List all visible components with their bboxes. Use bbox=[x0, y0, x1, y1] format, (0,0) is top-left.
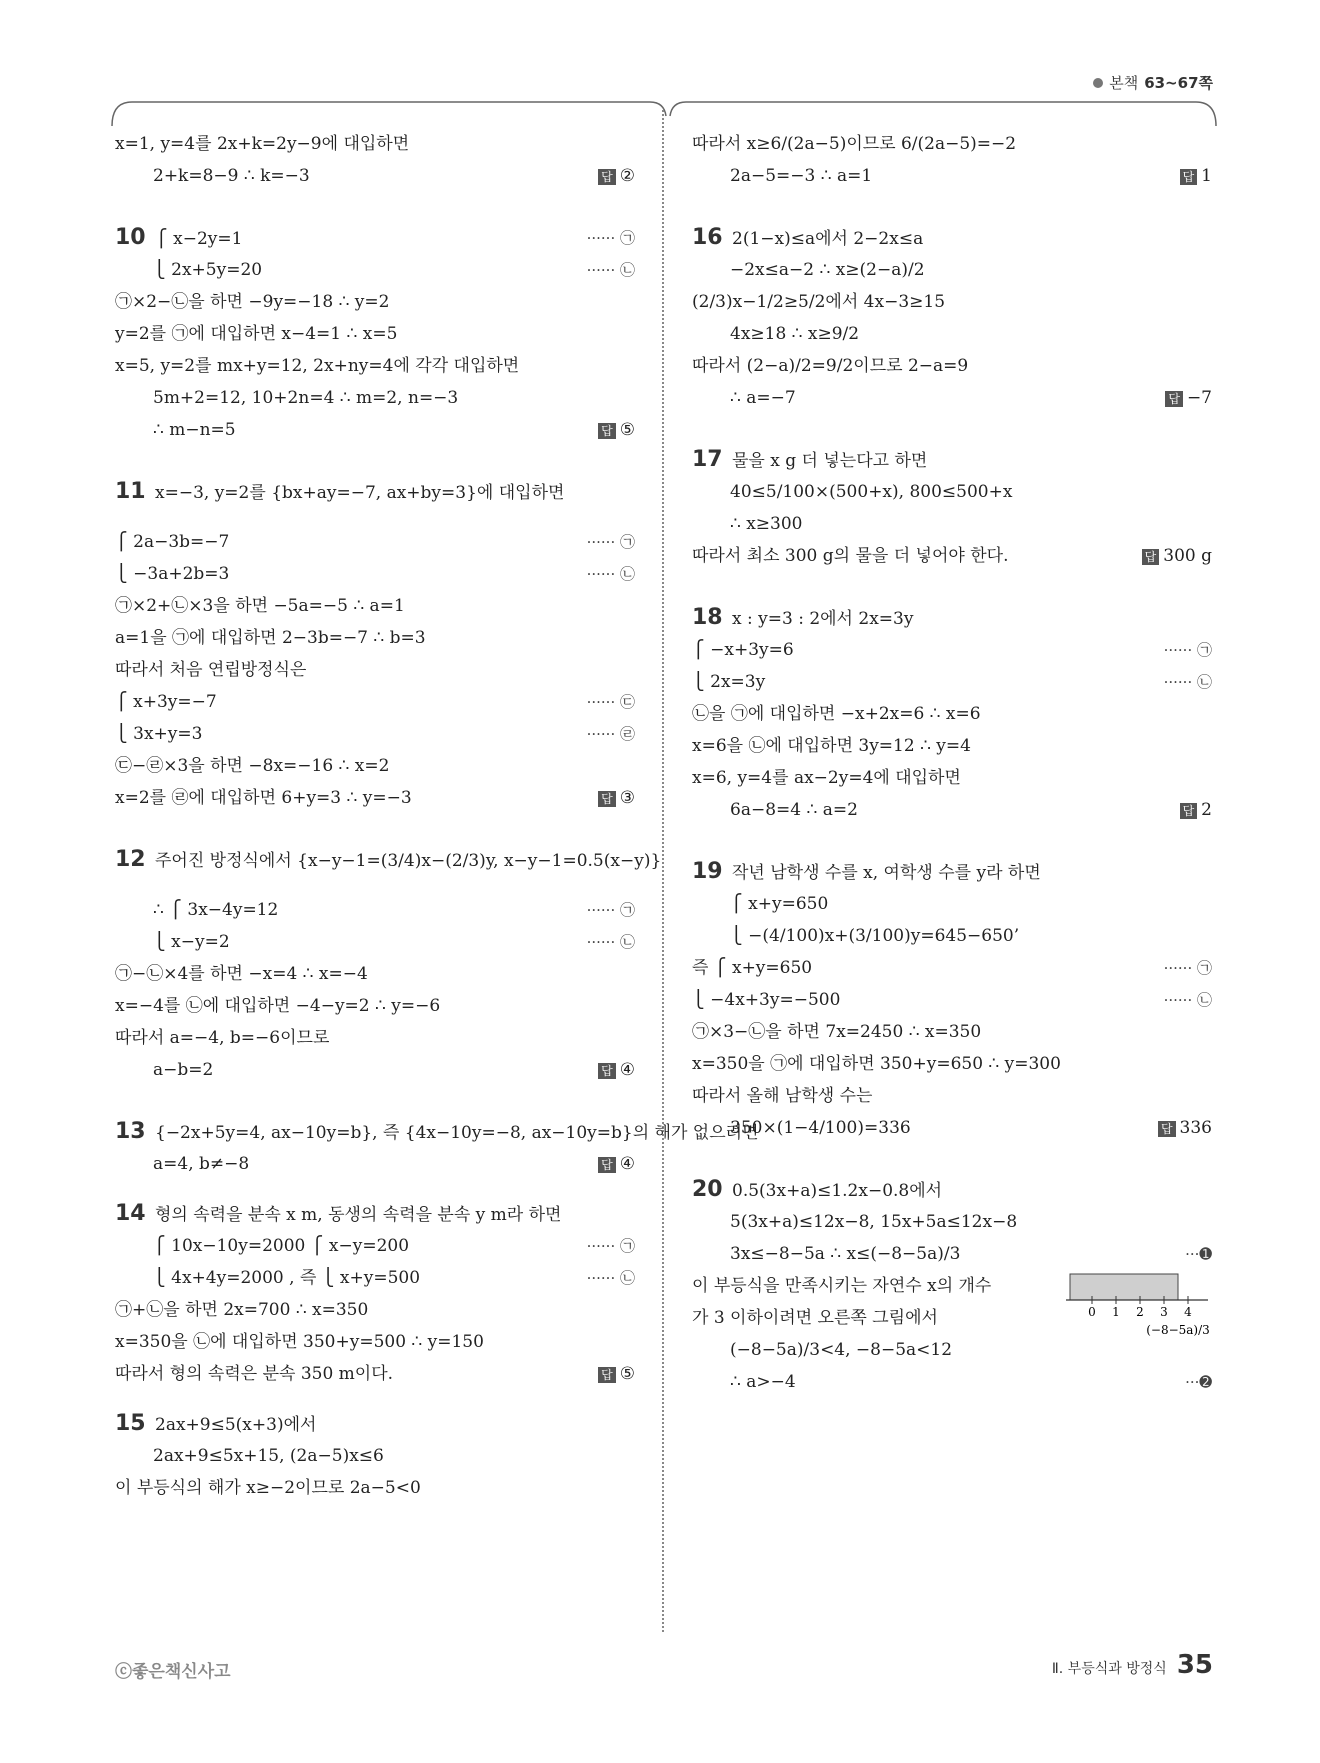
line-text: 즉 ⎧ x+y=650 bbox=[692, 958, 813, 978]
spacer bbox=[692, 572, 1212, 602]
line-text: (2/3)x−1/2≥5/2에서 4x−3≥15 bbox=[692, 292, 946, 312]
line-text: ∴ m−n=5 bbox=[153, 420, 236, 440]
line-text: x=1, y=4를 2x+k=2y−9에 대입하면 bbox=[115, 134, 410, 154]
solution-line bbox=[115, 1230, 635, 1262]
equation-marker: ······ ㉡ bbox=[586, 933, 635, 951]
line-text: 3x≤−8−5a ∴ x≤(−8−5a)/3 bbox=[730, 1244, 961, 1264]
answer-value: 336 bbox=[1179, 1118, 1212, 1138]
problem-number: 12 bbox=[115, 847, 146, 872]
answer bbox=[598, 160, 635, 192]
tick-label: 2 bbox=[1136, 1305, 1144, 1319]
equation-marker: ······ ㉡ bbox=[586, 1269, 635, 1287]
answer-value: 2 bbox=[1201, 800, 1212, 820]
answer-icon: 답 bbox=[1142, 549, 1160, 565]
solution-line bbox=[115, 1294, 635, 1326]
solution-line bbox=[692, 1206, 1212, 1238]
solution-line bbox=[115, 958, 635, 990]
solution-line bbox=[115, 654, 635, 686]
line-text: x=350을 ㉠에 대입하면 350+y=650 ∴ y=300 bbox=[692, 1054, 1061, 1074]
solution-line bbox=[692, 888, 1212, 920]
line-text: a=1을 ㉠에 대입하면 2−3b=−7 ∴ b=3 bbox=[115, 628, 426, 648]
line-text: a=4, b≠−8 bbox=[153, 1154, 250, 1174]
line-text: ⎩ x−y=2 bbox=[153, 932, 230, 952]
problem-number: 16 bbox=[692, 225, 723, 250]
line-text: x=6, y=4를 ax−2y=4에 대입하면 bbox=[692, 768, 961, 788]
line-text: {−2x+5y=4, ax−10y=b}, 즉 {4x−10y=−8, ax−10y=b}의 해가 없으려면 bbox=[155, 1123, 759, 1143]
line-text: ㉠×2−㉡을 하면 −9y=−18 ∴ y=2 bbox=[115, 292, 390, 312]
equation-marker: ······ ㉡ bbox=[586, 565, 635, 583]
answer bbox=[598, 414, 635, 446]
solution-line bbox=[115, 844, 662, 876]
answer-value: 300 g bbox=[1163, 546, 1212, 566]
solution-line bbox=[115, 1054, 635, 1086]
line-text: 5m+2=12, 10+2n=4 ∴ m=2, n=−3 bbox=[153, 388, 459, 408]
line-text: ㉠×2+㉡×3을 하면 −5a=−5 ∴ a=1 bbox=[115, 596, 405, 616]
answer-value: ② bbox=[619, 166, 635, 186]
solution-line bbox=[115, 128, 635, 160]
solution-line bbox=[115, 1198, 635, 1230]
solution-line bbox=[692, 1080, 1212, 1112]
line-text: ⎩ 2x=3y bbox=[692, 672, 766, 692]
equation-marker: ······ ㉠ bbox=[1163, 959, 1212, 977]
solution-region bbox=[1070, 1274, 1178, 1300]
solution-line bbox=[115, 686, 635, 718]
problem-number: 10 bbox=[115, 225, 146, 250]
answer-value: ④ bbox=[619, 1060, 635, 1080]
line-text: ⎧ x+3y=−7 bbox=[115, 692, 217, 712]
solution-line bbox=[692, 540, 1212, 572]
solution-line bbox=[692, 1302, 1212, 1334]
line-text: 5(3x+a)≤12x−8, 15x+5a≤12x−8 bbox=[730, 1212, 1018, 1232]
equation-marker: ···➊ bbox=[1185, 1245, 1212, 1263]
line-text: ∴ x≥300 bbox=[730, 514, 803, 534]
line-text: ⎧ x−2y=1 bbox=[155, 229, 243, 249]
spacer bbox=[115, 508, 635, 526]
line-text: a−b=2 bbox=[153, 1060, 214, 1080]
line-text: ⎧ −x+3y=6 bbox=[692, 640, 794, 660]
line-text: ∴ a>−4 bbox=[730, 1372, 796, 1392]
line-text: 가 3 이하이려면 오른쪽 그림에서 bbox=[692, 1308, 938, 1328]
page-frame bbox=[110, 98, 1220, 128]
solution-line bbox=[692, 1048, 1212, 1080]
spacer bbox=[115, 876, 635, 894]
line-text: 6a−8=4 ∴ a=2 bbox=[730, 800, 858, 820]
line-text: ⎧ 2a−3b=−7 bbox=[115, 532, 230, 552]
answer-icon: 답 bbox=[598, 169, 616, 185]
line-text: ㉢−㉣×3을 하면 −8x=−16 ∴ x=2 bbox=[115, 756, 390, 776]
spacer bbox=[692, 1144, 1212, 1174]
line-text: 따라서 형의 속력은 분속 350 m이다. bbox=[115, 1364, 394, 1384]
answer-icon: 답 bbox=[598, 791, 616, 807]
solution-line bbox=[115, 1116, 759, 1148]
solution-line bbox=[692, 1016, 1212, 1048]
solution-line bbox=[692, 444, 1212, 476]
solution-line bbox=[692, 984, 1212, 1016]
line-text: 따라서 최소 300 g의 물을 더 넣어야 한다. bbox=[692, 546, 1009, 566]
line-text: x=−4를 ㉡에 대입하면 −4−y=2 ∴ y=−6 bbox=[115, 996, 441, 1016]
line-text: ∴ ⎧ 3x−4y=12 bbox=[153, 900, 279, 920]
solution-line bbox=[692, 1366, 1212, 1398]
equation-marker: ······ ㉡ bbox=[586, 261, 635, 279]
page-footer bbox=[1052, 1650, 1213, 1680]
line-text: 이 부등식을 만족시키는 자연수 x의 개수 bbox=[692, 1276, 992, 1296]
answer-icon: 답 bbox=[1180, 803, 1198, 819]
line-text: 따라서 (2−a)/2=9/2이므로 2−a=9 bbox=[692, 356, 969, 376]
line-text: 따라서 처음 연립방정식은 bbox=[115, 660, 307, 680]
line-text: 2(1−x)≤a에서 2−2x≤a bbox=[732, 229, 924, 249]
answer bbox=[1158, 1112, 1212, 1144]
equation-marker: ······ ㉠ bbox=[1163, 641, 1212, 659]
spacer bbox=[115, 1180, 635, 1198]
solution-line bbox=[115, 1440, 635, 1472]
solution-line bbox=[692, 128, 1212, 160]
answer bbox=[1142, 540, 1212, 572]
ref-pages: 63~67쪽 bbox=[1144, 74, 1213, 92]
problem-number: 17 bbox=[692, 447, 723, 472]
spacer bbox=[115, 1390, 635, 1408]
answer-value: ④ bbox=[619, 1154, 635, 1174]
line-text: ⎩ −(4/100)x+(3/100)y=645−650’ bbox=[730, 926, 1020, 946]
equation-marker: ······ ㉡ bbox=[1163, 991, 1212, 1009]
answer bbox=[598, 1054, 635, 1086]
line-text: 350×(1−4/100)=336 bbox=[730, 1118, 911, 1138]
solution-line bbox=[115, 526, 635, 558]
line-text: ⎩ −4x+3y=−500 bbox=[692, 990, 841, 1010]
line-text: 40≤5/100×(500+x), 800≤500+x bbox=[730, 482, 1013, 502]
line-text: ⎩ −3a+2b=3 bbox=[115, 564, 230, 584]
answer-icon: 답 bbox=[598, 1063, 616, 1079]
solution-line bbox=[692, 666, 1212, 698]
line-text: 4x≥18 ∴ x≥9/2 bbox=[730, 324, 860, 344]
solution-line bbox=[115, 926, 635, 958]
equation-marker: ······ ㉠ bbox=[586, 533, 635, 551]
boundary-label: (−8−5a)/3 bbox=[1146, 1323, 1210, 1337]
solution-line bbox=[692, 286, 1212, 318]
line-text: ⎩ 3x+y=3 bbox=[115, 724, 203, 744]
line-text: ㉠−㉡×4를 하면 −x=4 ∴ x=−4 bbox=[115, 964, 368, 984]
tick-label: 3 bbox=[1160, 1305, 1168, 1319]
solution-line bbox=[115, 382, 635, 414]
line-text: 주어진 방정식에서 {x−y−1=(3/4)x−(2/3)y, x−y−1=0.5(x−y)} bbox=[155, 851, 662, 871]
right-column bbox=[692, 128, 1212, 1398]
solution-line bbox=[115, 1358, 635, 1390]
solution-line bbox=[692, 730, 1212, 762]
publisher-logo: ⓒ좋은책신사고 bbox=[115, 1662, 231, 1682]
problem-number: 14 bbox=[115, 1201, 146, 1226]
spacer bbox=[692, 414, 1212, 444]
solution-line bbox=[692, 698, 1212, 730]
answer-value: ③ bbox=[619, 788, 635, 808]
solution-line bbox=[115, 414, 635, 446]
solution-line bbox=[115, 350, 635, 382]
equation-marker: ···➋ bbox=[1185, 1373, 1212, 1391]
column-divider bbox=[662, 110, 664, 1632]
tick-label: 0 bbox=[1088, 1305, 1096, 1319]
line-text: x=350을 ㉡에 대입하면 350+y=500 ∴ y=150 bbox=[115, 1332, 484, 1352]
solution-line bbox=[115, 254, 635, 286]
solution-line bbox=[115, 160, 635, 192]
solution-line bbox=[115, 286, 635, 318]
solution-line bbox=[692, 920, 1212, 952]
line-text: 물을 x g 더 넣는다고 하면 bbox=[732, 451, 928, 471]
problem-number: 13 bbox=[115, 1119, 146, 1144]
line-text: x=6을 ㉡에 대입하면 3y=12 ∴ y=4 bbox=[692, 736, 971, 756]
solution-line bbox=[692, 476, 1212, 508]
answer bbox=[598, 782, 635, 814]
solution-line bbox=[115, 1408, 635, 1440]
answer bbox=[598, 1148, 635, 1180]
solution-line bbox=[692, 1334, 1212, 1366]
solution-line bbox=[692, 634, 1212, 666]
line-text: (−8−5a)/3<4, −8−5a<12 bbox=[730, 1340, 953, 1360]
solution-line bbox=[692, 350, 1212, 382]
solution-line bbox=[115, 590, 635, 622]
answer-icon: 답 bbox=[1180, 169, 1198, 185]
line-text: 따라서 올해 남학생 수는 bbox=[692, 1086, 873, 1106]
solution-line bbox=[115, 750, 635, 782]
line-text: ㉠×3−㉡을 하면 7x=2450 ∴ x=350 bbox=[692, 1022, 982, 1042]
tick-label: 4 bbox=[1184, 1305, 1192, 1319]
solution-line bbox=[115, 558, 635, 590]
answer-icon: 답 bbox=[598, 1157, 616, 1173]
solution-line bbox=[692, 762, 1212, 794]
line-text: 이 부등식의 해가 x≥−2이므로 2a−5<0 bbox=[115, 1478, 421, 1498]
spacer bbox=[115, 192, 635, 222]
solution-line bbox=[115, 222, 635, 254]
spacer bbox=[692, 826, 1212, 856]
solution-line bbox=[692, 254, 1212, 286]
equation-marker: ······ ㉢ bbox=[586, 693, 635, 711]
problem-number: 19 bbox=[692, 859, 723, 884]
equation-marker: ······ ㉠ bbox=[586, 901, 635, 919]
solution-line bbox=[692, 1174, 1212, 1206]
line-text: ㉠+㉡을 하면 2x=700 ∴ x=350 bbox=[115, 1300, 369, 1320]
answer-value: −7 bbox=[1186, 388, 1212, 408]
answer-icon: 답 bbox=[598, 1367, 616, 1383]
line-text: 형의 속력을 분속 x m, 동생의 속력을 분속 y m라 하면 bbox=[155, 1205, 562, 1225]
line-text: ⎩ 4x+4y=2000 , 즉 ⎩ x+y=500 bbox=[153, 1268, 421, 1288]
line-text: 작년 남학생 수를 x, 여학생 수를 y라 하면 bbox=[732, 863, 1041, 883]
line-text: ⎧ x+y=650 bbox=[730, 894, 829, 914]
problem-number: 11 bbox=[115, 479, 146, 504]
line-text: x=5, y=2를 mx+y=12, 2x+ny=4에 각각 대입하면 bbox=[115, 356, 520, 376]
problem-number: 20 bbox=[692, 1177, 723, 1202]
line-text: 2ax+9≤5(x+3)에서 bbox=[155, 1415, 317, 1435]
equation-marker: ······ ㉡ bbox=[1163, 673, 1212, 691]
problem-number: 18 bbox=[692, 605, 723, 630]
line-text: y=2를 ㉠에 대입하면 x−4=1 ∴ x=5 bbox=[115, 324, 398, 344]
solution-line bbox=[115, 718, 635, 750]
line-text: 0.5(3x+a)≤1.2x−0.8에서 bbox=[732, 1181, 943, 1201]
solution-line bbox=[692, 318, 1212, 350]
bullet-icon bbox=[1093, 78, 1103, 88]
spacer bbox=[115, 446, 635, 476]
solution-line bbox=[115, 1022, 635, 1054]
solution-line bbox=[692, 602, 1212, 634]
line-text: x : y=3 : 2에서 2x=3y bbox=[732, 609, 914, 629]
equation-marker: ······ ㉠ bbox=[586, 1237, 635, 1255]
line-text: ∴ a=−7 bbox=[730, 388, 796, 408]
spacer bbox=[115, 814, 635, 844]
answer-value: ⑤ bbox=[619, 420, 635, 440]
equation-marker: ······ ㉠ bbox=[586, 229, 635, 247]
solution-line bbox=[115, 1262, 635, 1294]
solution-line bbox=[115, 1472, 635, 1504]
answer bbox=[1165, 382, 1212, 414]
spacer bbox=[115, 1086, 635, 1116]
answer bbox=[598, 1358, 635, 1390]
solution-line bbox=[692, 856, 1212, 888]
solution-line bbox=[692, 1112, 1212, 1144]
line-text: −2x≤a−2 ∴ x≥(2−a)/2 bbox=[730, 260, 925, 280]
problem-number: 15 bbox=[115, 1411, 146, 1436]
page-number: 35 bbox=[1176, 1650, 1213, 1680]
solution-line bbox=[115, 318, 635, 350]
answer bbox=[1180, 794, 1212, 826]
answer-icon: 답 bbox=[1165, 391, 1183, 407]
solution-line bbox=[115, 1326, 635, 1358]
answer-value: 1 bbox=[1201, 166, 1212, 186]
solution-line bbox=[692, 222, 1212, 254]
answer bbox=[1180, 160, 1212, 192]
solution-line bbox=[115, 476, 635, 508]
line-text: ⎩ 2x+5y=20 bbox=[153, 260, 263, 280]
line-text: 2ax+9≤5x+15, (2a−5)x≤6 bbox=[153, 1446, 384, 1466]
solution-line bbox=[115, 1148, 635, 1180]
line-text: 따라서 x≥6/(2a−5)이므로 6/(2a−5)=−2 bbox=[692, 134, 1017, 154]
line-text: 2+k=8−9 ∴ k=−3 bbox=[153, 166, 310, 186]
line-text: 따라서 a=−4, b=−6이므로 bbox=[115, 1028, 330, 1048]
line-text: x=2를 ㉣에 대입하면 6+y=3 ∴ y=−3 bbox=[115, 788, 412, 808]
answer-value: ⑤ bbox=[619, 1364, 635, 1384]
tick-label: 1 bbox=[1112, 1305, 1120, 1319]
answer-icon: 답 bbox=[1158, 1121, 1176, 1137]
solution-line bbox=[115, 782, 635, 814]
chapter-title: Ⅱ. 부등식과 방정식 bbox=[1051, 1661, 1167, 1677]
line-text: 2a−5=−3 ∴ a=1 bbox=[730, 166, 873, 186]
solution-line bbox=[692, 952, 1212, 984]
solution-line bbox=[115, 990, 635, 1022]
solution-line bbox=[692, 794, 1212, 826]
line-text: x=−3, y=2를 {bx+ay=−7, ax+by=3}에 대입하면 bbox=[155, 483, 565, 503]
solution-line bbox=[692, 160, 1212, 192]
ref-prefix: 본책 bbox=[1109, 74, 1139, 92]
answer-icon: 답 bbox=[598, 423, 616, 439]
solution-line bbox=[692, 508, 1212, 540]
solution-line bbox=[115, 622, 635, 654]
line-text: ⎧ 10x−10y=2000 ⎧ x−y=200 bbox=[153, 1236, 410, 1256]
line-text: ㉡을 ㉠에 대입하면 −x+2x=6 ∴ x=6 bbox=[692, 704, 981, 724]
page-reference bbox=[1093, 72, 1213, 93]
solution-line bbox=[115, 894, 635, 926]
solution-line bbox=[692, 382, 1212, 414]
equation-marker: ······ ㉣ bbox=[586, 725, 635, 743]
spacer bbox=[692, 192, 1212, 222]
